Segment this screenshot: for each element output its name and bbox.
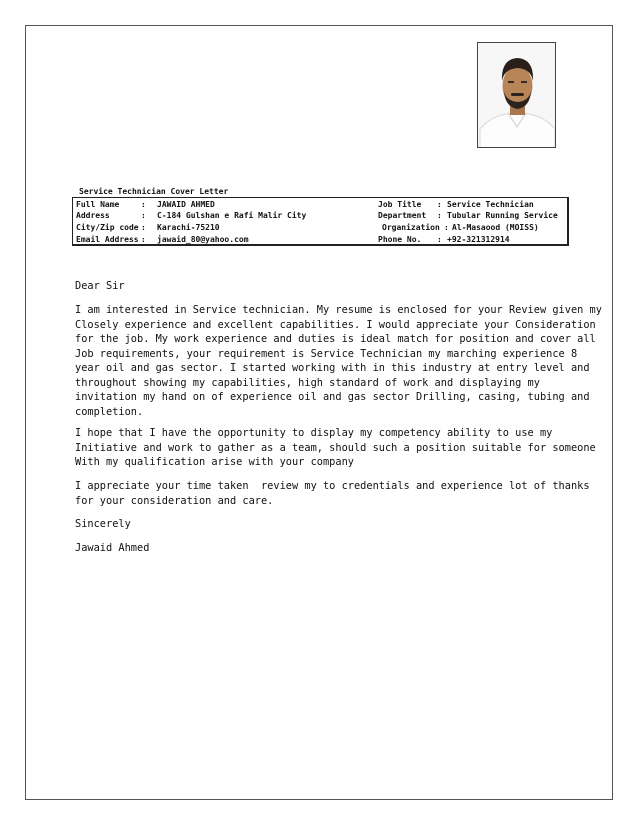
job-title-sep: : [437, 200, 442, 209]
para1-line1: I am interested in Service technician. My resume is enclosed for your Review given my [75, 304, 602, 316]
para1-line8: completion. [75, 405, 144, 418]
department-value: Tubular Running Service [447, 211, 558, 220]
para1-line3: for the job. My work experience and duties is ideal match for position and cover all [75, 333, 596, 345]
para1-line6: throughout showing my capabilities, high standard of work and displaying my [75, 376, 540, 389]
profile-photo [477, 42, 556, 148]
city-zip-sep: : [141, 223, 146, 232]
address-sep: : [141, 211, 146, 220]
para1-line5: year oil and gas sector. I started working with in this industry at entry level and [75, 362, 590, 374]
city-zip-value: Karachi-75210 [157, 223, 220, 232]
para2-line2: Initiative and work to gather as a team, should such a position suitable for someone [75, 441, 596, 454]
para2-line1: I hope that I have the opportunity to display my competency ability to use my [75, 427, 553, 439]
department-sep: : [437, 211, 442, 220]
greeting: Dear Sir [75, 280, 125, 292]
address-value: C-184 Gulshan e Rafi Malir City [157, 211, 307, 220]
para3-line2: for your consideration and care. [75, 494, 274, 507]
job-title-label: Job Title [378, 200, 422, 209]
full-name-label: Full Name [76, 200, 120, 209]
organization-label: Organization [382, 223, 440, 232]
email-value: jawaid_80@yahoo.com [157, 235, 249, 244]
organization-sep: : [444, 223, 449, 232]
full-name-value: JAWAID AHMED [157, 200, 215, 209]
full-name-sep: : [141, 200, 146, 209]
para3-line1: I appreciate your time taken review my to credentials and experience lot of thanks [75, 480, 590, 492]
organization-value: Al-Masaood (MOISS) [452, 223, 539, 232]
department-label: Department [378, 211, 427, 220]
document-title: Service Technician Cover Letter [79, 187, 229, 196]
para2-line3: With my qualification arise with your company [75, 456, 354, 468]
email-sep: : [141, 235, 146, 244]
job-title-value: Service Technician [447, 200, 534, 209]
signature: Jawaid Ahmed [75, 542, 150, 554]
address-label: Address [76, 211, 110, 220]
closing: Sincerely [75, 518, 131, 530]
para1-line7: invitation my hand on of experience oil and gas sector Drilling, casing, tubing and [75, 391, 590, 403]
phone-sep: : [437, 235, 442, 244]
para1-line2: Closely experience and excellent capabilities. I would appreciate your Consideration [75, 318, 596, 331]
para1-line4: Job requirements, your requirement is Service Technician my marching experience 8 [75, 347, 578, 360]
email-label: Email Address [76, 235, 139, 244]
city-zip-label: City/Zip code [76, 223, 139, 232]
phone-label: Phone No. [378, 235, 422, 244]
phone-value: +92-321312914 [447, 235, 510, 244]
